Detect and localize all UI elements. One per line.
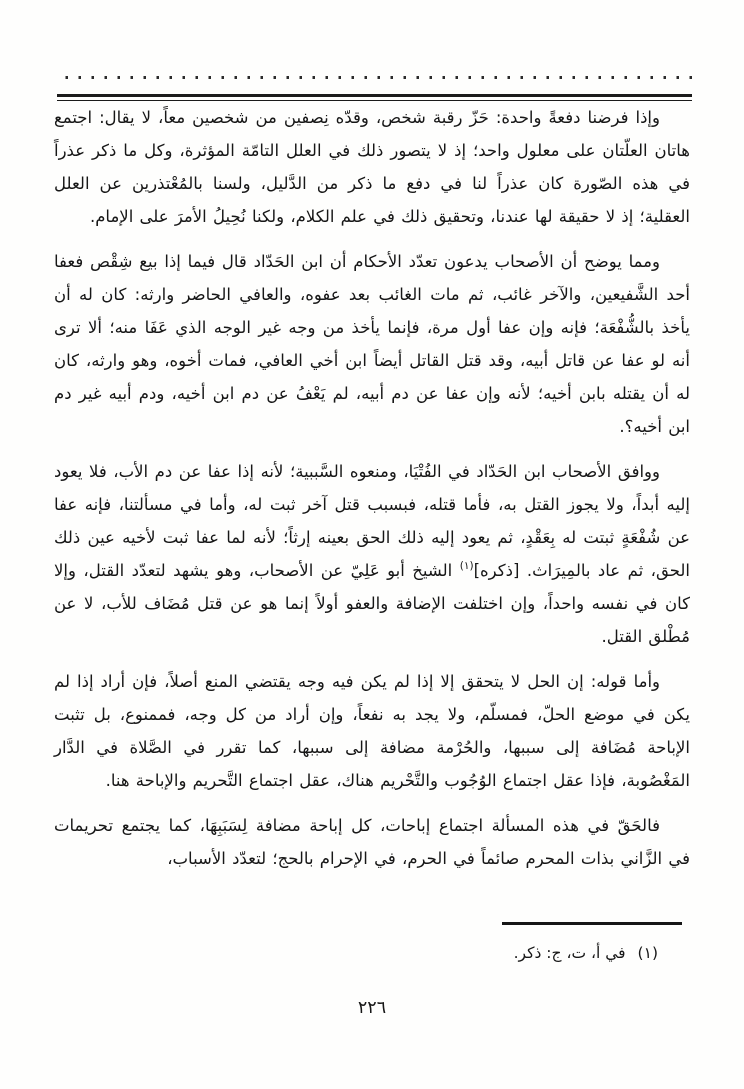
footnote-ref-1: (١) [459, 560, 474, 572]
paragraph-4: وأما قوله: إن الحل لا يتحقق إلا إذا لم يكن فيه وجه يقتضي المنع أصلاً، فإن أراد إذا لم يكن في موضع الحلّ، فمسلّم، ولا يجد به نفعاً، وإن أراد من كل وجه، فممنوع، بل تثبت الإباحة مُضَافة إلى سببها، والحُرْمة مضافة إلى سببها، كما تقرر في الصَّلاة في الدَّار المَغْصُوبة، فإذا عقل اجتماع الوُجُوب والتَّحْريم هناك، عقل اجتماع التَّحريم والإباحة هنا. [54, 672, 690, 790]
footnote-separator [502, 922, 682, 925]
footnote [514, 938, 658, 968]
body-text [54, 101, 690, 887]
paragraph-3-text-after-ref: الشيخ أبو عَلِيّ عن الأصحاب، وهو يشهد لتعدّد القتل، وإلا كان في نفسه واحداً، وإن اختلفت الإضافة والعفو أولاً إنما هو عن قتل مُضَاف للأب، لا عن مُطْلق القتل. [54, 561, 690, 646]
page-number: ٢٢٦ [357, 998, 387, 1018]
paragraph-5: فالحَقّ في هذه المسألة اجتماع إباحات، كل إباحة مضافة لِسَبَبِهَا، كما يجتمع تحريمات في الزَّاني بذات المحرم صائماً في الحرم، في الإحرام بالحج؛ لتعدّد الأسباب، [54, 816, 690, 868]
paragraph-3 [54, 455, 690, 653]
footnote-text: في أ، ت، ج: ذكر. [513, 944, 626, 962]
paragraph-3-text-before-ref: ووافق الأصحاب ابن الحَدّاد في الفُتْيَا، ومنعوه السَّببية؛ لأنه إذا عفا عن دم الأب، فلا يعود إليه أبداً، ولا يجوز القتل به، فأما قتله، فبسبب قتل آخر ثبت له، وأما في مسألتنا، فإنه عفا عن شُفْعَةٍ ثبتت له بِعَقْدٍ، ثم يعود إليه ذلك الحق بعينه إرثاً؛ لأنه لما عفا ثبت لأخيه عين ذلك الحق، ثم عاد بالمِيرَاث. [ذكره] [54, 462, 690, 580]
header-double-rule [57, 94, 692, 101]
paragraph-2: ومما يوضح أن الأصحاب يدعون تعدّد الأحكام أن ابن الحَدّاد قال فيما إذا بيع شِقْص فعفا أحد الشَّفيعين، والآخر غائب، ثم مات الغائب بعد عفوه، والعافي الحاضر وارثه: كان له أن يأخذ بالشُّفْعَة؛ فإنه وإن عفا أول مرة، فإنما يأخذ من وجه غير الوجه الذي عَفَا منه؛ ألا ترى أنه لو عفا عن قاتل أبيه، وقد قتل القاتل أيضاً ابن أخي العافي، فمات أخوه، وهو وارثه، كان له أن يقتله بابن أخيه؛ لأنه وإن عفا عن دم أبيه، لم يَعْفُ عن دم ابن أخيه، ودم أبيه غير دم ابن أخيه؟. [54, 252, 690, 436]
footnote-marker: (١) [637, 944, 658, 962]
paragraph-1: وإذا فرضنا دفعةً واحدة: حَزّ رقبة شخص، وقدّه نِصفين من شخصين معاً، لا يقال: اجتمع هاتان العلّتان على معلول واحد؛ إذ لا يتصور ذلك في العلل التامّة المؤثرة، وكل ما ذكر عذراً في هذه الصّورة كان عذراً لنا في دفع ما ذكر من الدَّليل، ولسنا بالمُعْتذرين عن العلل العقلية؛ إذ لا حقيقة لها عندنا، وتحقيق ذلك في علم الكلام، ولكنا نُحِيلُ الأمرَ على الإمام. [54, 108, 690, 226]
dotted-rule [57, 76, 692, 79]
